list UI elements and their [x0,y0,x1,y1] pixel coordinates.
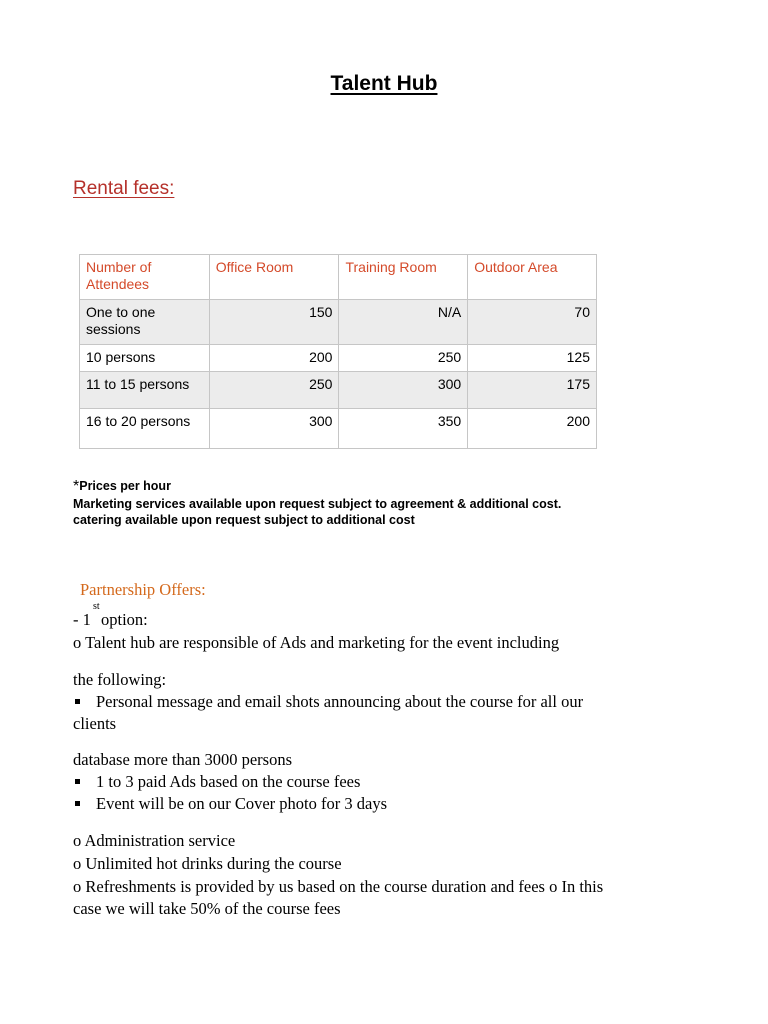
table-row [80,345,597,372]
cell-office: 250 [209,372,339,409]
header-attendees: Number of Attendees [80,255,210,300]
list-item-text: 1 to 3 paid Ads based on the course fees [96,772,361,791]
square-bullet-icon [75,801,80,806]
list-item: o Refreshments is provided by us based on the course duration and fees o In this [73,877,604,896]
list-item: o Unlimited hot drinks during the course [73,854,342,873]
square-bullet-icon [75,779,80,784]
option-superscript: st [93,601,100,612]
list-item-text: Event will be on our Cover photo for 3 days [96,794,387,813]
option-prefix: - 1 [73,610,91,629]
document-title: Talent Hub [330,72,438,95]
header-training-room: Training Room [339,255,468,300]
asterisk: * [73,478,80,495]
table-row [80,409,597,449]
cell-outdoor: 200 [468,409,597,449]
option-suffix: option: [101,610,148,629]
list-item: clients [73,714,117,733]
list-item: case we will take 50% of the course fees [73,899,341,918]
cell-training: 300 [339,372,468,409]
prices-note: Prices per hour [79,479,171,493]
header-outdoor-area: Outdoor Area [468,255,597,300]
cell-office: 300 [209,409,339,449]
option-line [73,610,148,630]
row-label: 10 persons [80,345,210,372]
rental-fees-table [79,254,597,449]
cell-training: 250 [339,345,468,372]
cell-training: N/A [339,300,468,345]
cell-office: 150 [209,300,339,345]
table-row [80,372,597,409]
square-bullet-icon [75,699,80,704]
list-item-text: Personal message and email shots announcing about the course for all our [96,692,584,711]
rental-fees-heading: Rental fees: [73,178,175,199]
cell-office: 200 [209,345,339,372]
fee-notes [73,478,561,529]
header-office-room: Office Room [209,255,339,300]
row-label: One to one sessions [80,300,210,345]
list-item: o Talent hub are responsible of Ads and marketing for the event including [73,633,560,652]
cell-outdoor: 70 [468,300,597,345]
table-header-row [80,255,597,300]
list-item: o Administration service [73,831,236,850]
cell-outdoor: 125 [468,345,597,372]
cell-outdoor: 175 [468,372,597,409]
row-label: 16 to 20 persons [80,409,210,449]
list-item [73,692,583,712]
cell-training: 350 [339,409,468,449]
partnership-heading: Partnership Offers: [80,580,206,599]
list-item [73,772,360,792]
list-item: database more than 3000 persons [73,750,293,769]
marketing-note: Marketing services available upon request subject to agreement & additional cost. [73,496,562,511]
list-item: the following: [73,670,167,689]
row-label: 11 to 15 persons [80,372,210,409]
table-row [80,300,597,345]
catering-note: catering available upon request subject to additional cost [73,513,415,527]
list-item [73,794,387,814]
